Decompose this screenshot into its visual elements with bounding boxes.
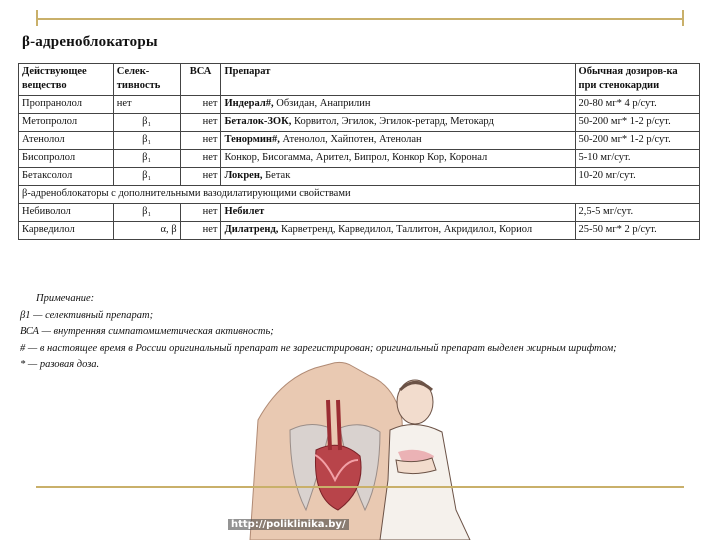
note-line: * — разовая доза. [20, 359, 100, 370]
note-line: # — в настоящее время в России оригинальный препарат не зарегистрирован; оригинальный препарат выделен жирным шрифтом; [20, 342, 617, 354]
cell-substance: Карведилол [19, 222, 114, 240]
cell-bca: нет [180, 114, 221, 132]
drug-original: Беталок-ЗОК, [224, 116, 292, 127]
cell-selectivity: β₁ [113, 114, 180, 132]
top-rule [36, 18, 684, 20]
cell-dose: 2,5-5 мг/сут. [575, 204, 699, 222]
angina-illustration [220, 360, 480, 540]
cell-drug [221, 168, 575, 186]
drug-generics: Атенолол, Хайпотен, Атенолан [279, 134, 422, 145]
drug-original: Индерал#, [224, 98, 274, 109]
drug-generics: Бетак [262, 170, 291, 181]
cell-substance: Метопролол [19, 114, 114, 132]
cell-drug [221, 96, 575, 114]
cell-substance: Небиволол [19, 204, 114, 222]
cell-substance: Бисопролол [19, 150, 114, 168]
cell-substance: Пропранолол [19, 96, 114, 114]
cell-selectivity: β₁ [113, 132, 180, 150]
cell-drug [221, 204, 575, 222]
cell-dose: 25-50 мг* 2 р/сут. [575, 222, 699, 240]
cell-bca: нет [180, 132, 221, 150]
cell-drug [221, 222, 575, 240]
cell-drug [221, 132, 575, 150]
table-row [19, 150, 700, 168]
cell-selectivity: нет [113, 96, 180, 114]
drug-generics: Конкор, Бисогамма, Арител, Бипрол, Конкор Кор, Коронал [224, 152, 488, 163]
note-line: ВСА — внутренняя симпатомиметическая активность; [20, 326, 274, 337]
cell-bca: нет [180, 222, 221, 240]
drug-original: Дилатренд, [224, 224, 279, 235]
drug-generics: Карветренд, Карведилол, Таллитон, Акридилол, Кориол [278, 224, 533, 235]
table-header-row [19, 64, 700, 96]
cell-dose: 5-10 мг/сут. [575, 150, 699, 168]
cell-drug [221, 150, 575, 168]
header-bca: ВСА [180, 64, 221, 96]
drug-original: Тенормин#, [224, 134, 280, 145]
header-dose: Обычная дозиров-ка при стенокардии [575, 64, 699, 96]
cell-bca: нет [180, 204, 221, 222]
top-rule-tick-right [682, 10, 684, 26]
drug-table [18, 63, 700, 240]
header-selectivity: Селек-тивность [113, 64, 180, 96]
cell-bca: нет [180, 96, 221, 114]
cell-substance: Бетаксолол [19, 168, 114, 186]
cell-substance: Атенолол [19, 132, 114, 150]
section-label: β-адреноблокаторы с дополнительными вазодилатирующими свойствами [19, 186, 700, 204]
cell-dose: 50-200 мг* 1-2 р/сут. [575, 114, 699, 132]
top-rule-tick-left [36, 10, 38, 26]
notes-heading: Примечание: [36, 293, 95, 304]
table-row [19, 204, 700, 222]
page-title: β-адреноблокаторы [22, 34, 158, 50]
drug-original: Небилет [224, 206, 265, 217]
cell-selectivity: β₁ [113, 150, 180, 168]
bottom-rule [36, 486, 684, 488]
drug-original: Локрен, [224, 170, 263, 181]
drug-generics: Обзидан, Анаприлин [273, 98, 371, 109]
header-drug: Препарат [221, 64, 575, 96]
table-row [19, 96, 700, 114]
watermark-url: http://poliklinika.by/ [228, 519, 349, 530]
cell-bca: нет [180, 150, 221, 168]
cell-dose: 10-20 мг/сут. [575, 168, 699, 186]
cell-dose: 20-80 мг* 4 р/сут. [575, 96, 699, 114]
table-section-row [19, 186, 700, 204]
cell-selectivity: β₁ [113, 204, 180, 222]
table-row [19, 132, 700, 150]
cell-selectivity: β₁ [113, 168, 180, 186]
cell-dose: 50-200 мг* 1-2 р/сут. [575, 132, 699, 150]
cell-selectivity: α, β [113, 222, 180, 240]
table-row [19, 222, 700, 240]
drug-generics: Корвитол, Эгилок, Эгилок-ретард, Метокард [291, 116, 494, 127]
table-row [19, 114, 700, 132]
cell-bca: нет [180, 168, 221, 186]
table-row [19, 168, 700, 186]
cell-drug [221, 114, 575, 132]
header-substance: Действующее вещество [19, 64, 114, 96]
note-line: β1 — селективный препарат; [20, 309, 154, 321]
